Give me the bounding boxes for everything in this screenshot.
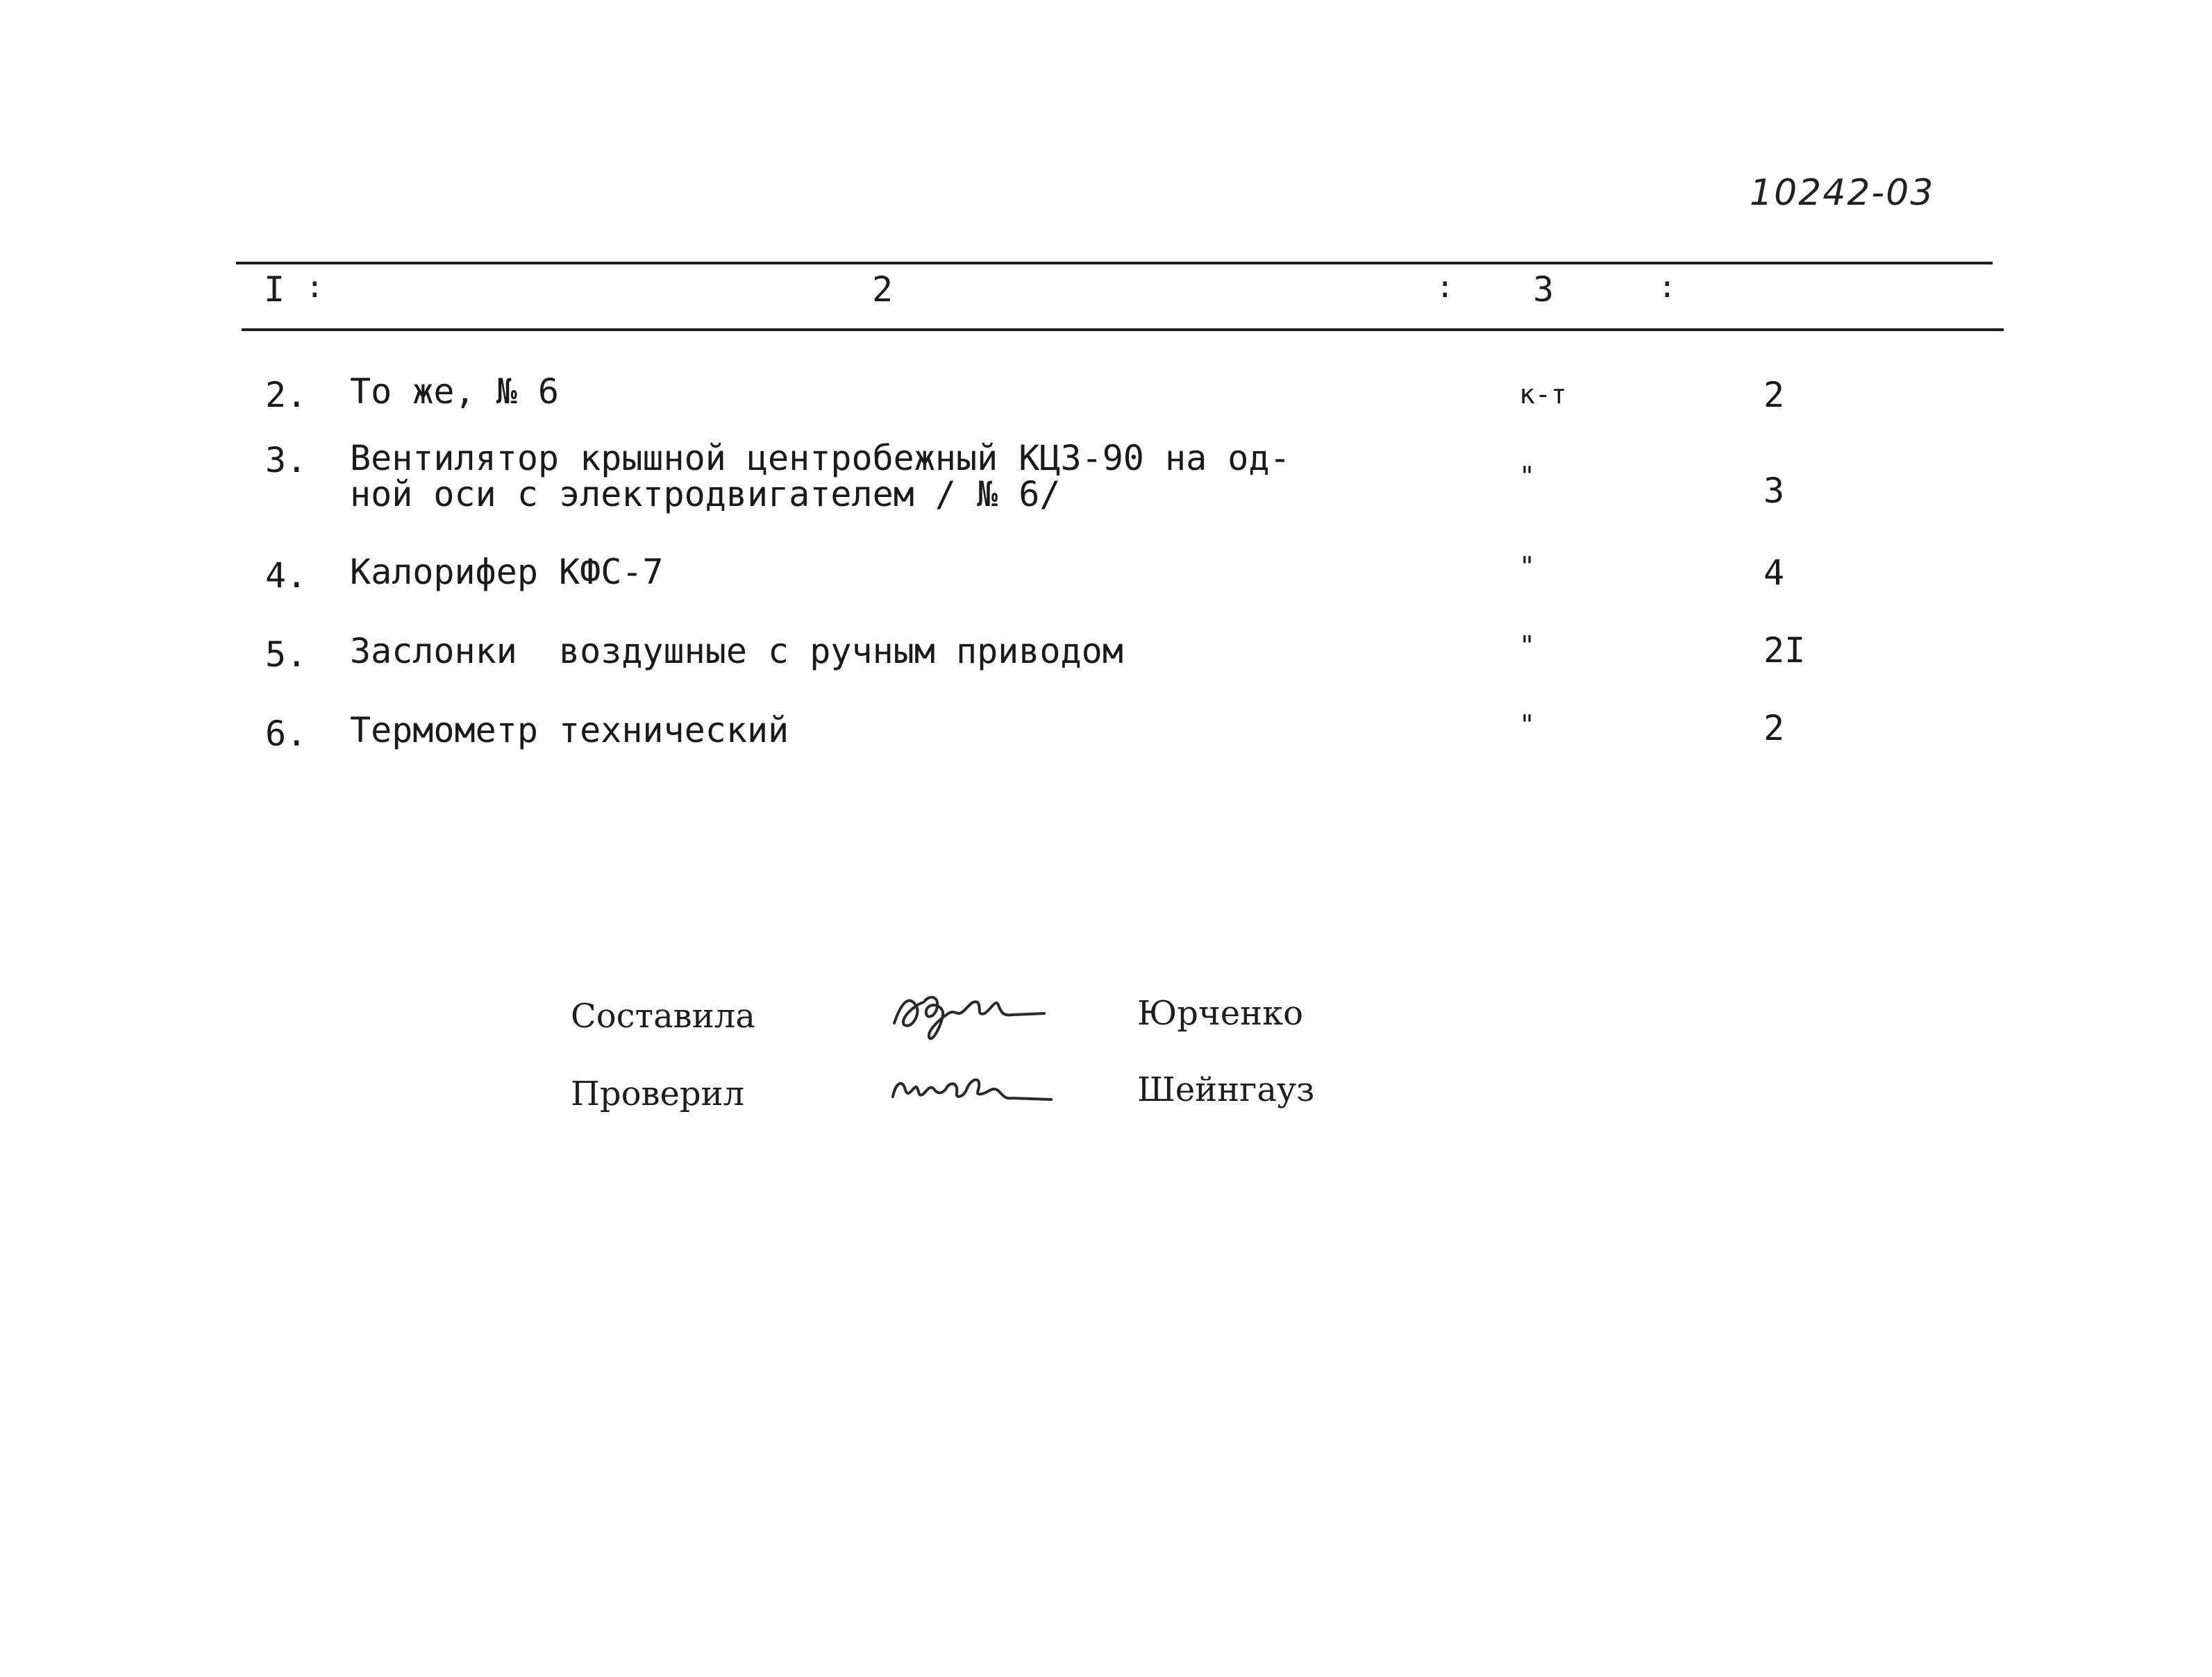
row-number: 2. [265, 375, 308, 415]
header-col-2: 2 [872, 269, 894, 310]
row-quantity: 2 [1763, 708, 1785, 748]
header-col-3: 3 [1533, 269, 1555, 310]
row-unit: " [1519, 551, 1535, 582]
header-separator: : [1658, 269, 1677, 305]
header-separator: : [305, 269, 324, 305]
row-number: 5. [265, 634, 308, 675]
row-number: 4. [265, 555, 308, 596]
row-quantity: 3 [1763, 471, 1785, 511]
checked-by-label: Проверил [571, 1075, 745, 1113]
row-description: Вентилятор крышной центробежный КЦ3-90 на од- ной оси с электродвигателем / № 6/ [350, 438, 1291, 514]
checked-by-name: Шейнгауз [1137, 1070, 1315, 1109]
table-top-rule [236, 262, 1993, 264]
document-number: 10242-03 [1750, 172, 1935, 214]
row-description: Заслонки воздушные с ручным приводом [350, 631, 1123, 671]
row-quantity: 2I [1763, 630, 1806, 671]
row-unit: к-т [1519, 379, 1567, 410]
header-separator: : [1436, 269, 1455, 305]
compiled-by-name: Юрченко [1137, 994, 1304, 1033]
row-quantity: 2 [1763, 375, 1785, 415]
row-number: 3. [265, 440, 308, 480]
row-number: 6. [265, 714, 308, 754]
row-unit: " [1519, 630, 1535, 661]
compiled-by-label: Составила [571, 997, 755, 1036]
signature-compiled [880, 975, 1047, 1054]
row-description: То же, № 6 [350, 371, 560, 412]
row-description: Калорифер КФС-7 [350, 552, 664, 592]
table-header-rule [242, 328, 2004, 331]
row-quantity: 4 [1763, 553, 1785, 593]
row-description: Термометр технический [350, 710, 789, 750]
header-col-1: I [264, 269, 285, 310]
row-unit: " [1519, 709, 1535, 740]
row-unit: " [1519, 461, 1535, 491]
signature-checked [880, 1059, 1054, 1118]
